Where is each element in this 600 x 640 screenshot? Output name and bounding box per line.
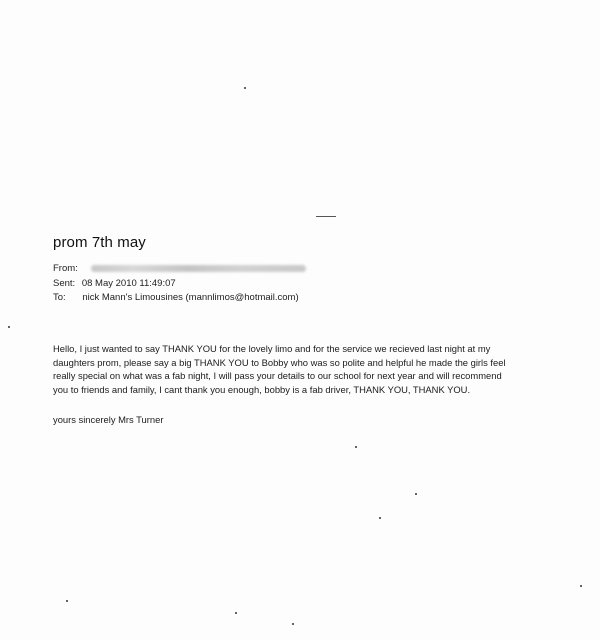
scan-speck [415,493,417,495]
sent-value: 08 May 2010 11:49:07 [81,278,176,289]
to-label: To: [53,292,66,303]
email-signoff: yours sincerely Mrs Turner [53,414,164,425]
email-subject: prom 7th may [53,234,146,251]
body-line: Hello, I just wanted to say THANK YOU for the lovely limo and for the service we recieved last night at my [53,343,491,354]
redacted-sender [91,265,306,272]
scan-speck [235,612,237,614]
body-line: you to friends and family, I cant thank you enough, bobby is a fab driver, THANK YOU, THANK YOU. [53,383,471,395]
email-body [53,342,553,396]
from-row [53,263,306,274]
from-label: From: [53,263,78,274]
body-line: really special on what was a fab night, I will pass your details to our school for next year and will recommend [53,370,502,381]
sent-label: Sent: [53,278,76,289]
scan-speck [379,517,381,519]
to-row [53,292,299,303]
to-value: nick Mann's Limousines (mannlimos@hotmail.com) [82,292,299,303]
scan-mark [316,216,336,217]
scan-speck [244,87,246,89]
scan-speck [66,600,68,602]
scan-speck [292,623,294,625]
sent-row [53,278,176,289]
scan-speck [580,585,582,587]
scan-speck [8,326,10,328]
scan-speck [355,446,357,448]
body-line: daughters prom, please say a big THANK YOU to Bobby who was so polite and helpful he made the girls feel [53,356,506,368]
